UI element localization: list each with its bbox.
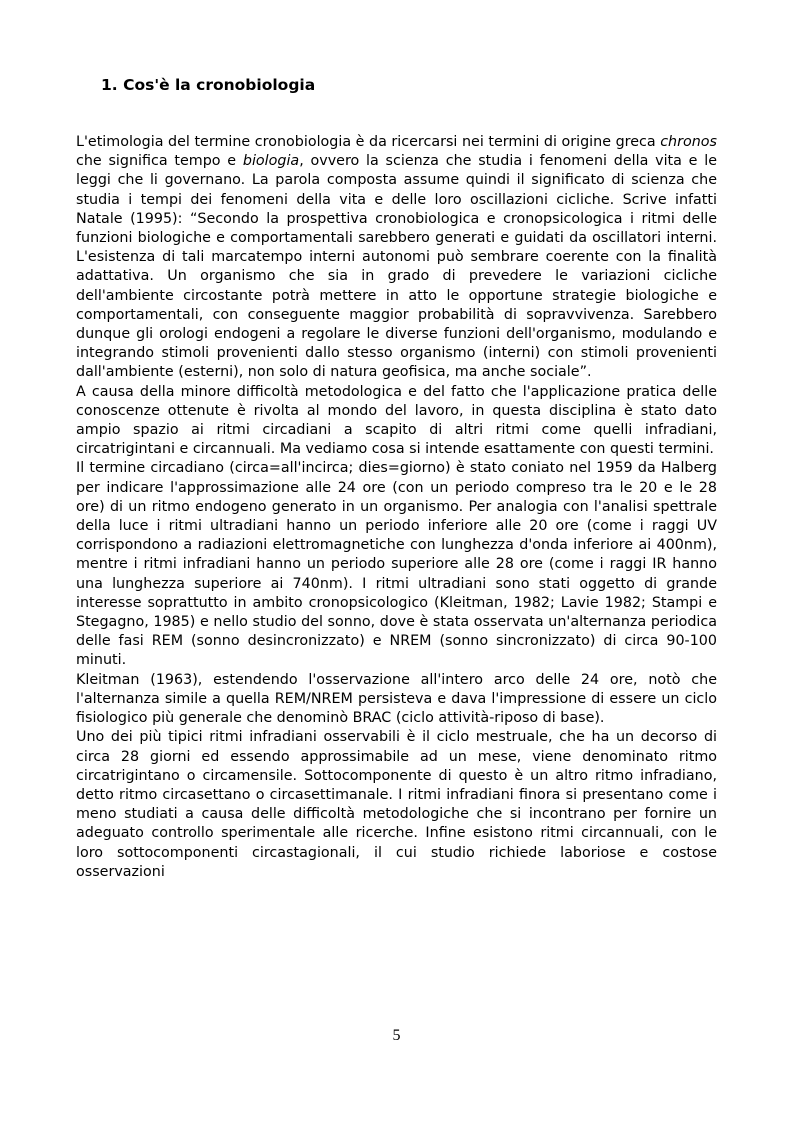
paragraph-methodology: A causa della minore difficoltà metodologica e del fatto che l'applicazione pratica delle conoscenze ottenute è rivolta al mondo del lavoro, in questa disciplina è stato dato ampio spazio ai ritmi circadiani a scapito di altri ritmi come quelli infradiani, circatrigintani e circannuali. Ma vediamo cosa si intende esattamente con questi termini. bbox=[76, 383, 717, 458]
paragraph-circadian: Il termine circadiano (circa=all'incirca; dies=giorno) è stato coniato nel 1959 da Halberg per indicare l'approssimazione alle 24 ore (con un periodo compreso tra le 20 e le 28 ore) di un ritmo endogeno generato in un organismo. Per analogia con l'analisi spettrale della luce i ritmi ultradiani hanno un periodo inferiore alle 20 ore (come i raggi UV corrispondono a radiazioni elettromagnetiche con lunghezza d'onda inferiore ai 400nm), mentre i ritmi infradiani hanno un periodo superiore alle 28 ore (come i raggi IR hanno una lunghezza superiore ai 740nm). I ritmi ultradiani sono stati oggetto di grande interesse soprattutto in ambito cronopsicologico (Kleitman, 1982; Lavie 1982; Stampi e Stegagno, 1985) e nello studio del sonno, dove è stata osservata un'alternanza periodica delle fasi REM (sonno desincronizzato) e NREM (sonno sincronizzato) di circa 90-100 minuti. bbox=[76, 460, 717, 669]
section-heading: 1. Cos'è la cronobiologia bbox=[101, 76, 316, 94]
italic-term-chronos: chronos bbox=[660, 134, 717, 150]
text-run: che significa tempo e bbox=[76, 153, 243, 170]
italic-term-biologia: biologia bbox=[242, 153, 300, 170]
text-run: , ovvero la scienza che studia i fenomeni della vita e le leggi che li governano. La parola composta assume quindi il significato di scienza che studia i tempi dei fenomeni della vita e delle loro oscillazioni cicliche. Scrive infatti Natale (1995): “Secondo la prospettiva cronobiologica e cronopsicologica i ritmi delle funzioni biologiche e comportamentali sarebbero generati e guidati da oscillatori interni. L'esistenza di tali marcatempo interni autonomi può sembrare coerente con la finalità adattativa. Un organismo che sia in grado di prevedere le variazioni cicliche dell'ambiente circostante potrà mettere in atto le opportune strategie biologiche e comportamentali, con conseguente maggior probabilità di sopravvivenza. Sarebbero dunque gli orologi endogeni a regolare le diverse funzioni dell'organismo, modulando e integrando stimoli provenienti dallo stesso organismo (interni) con stimoli provenienti dall'ambiente (esterni), non solo di natura geofisica, ma anche sociale”. bbox=[76, 153, 717, 381]
paragraph-etymology bbox=[76, 133, 717, 383]
paragraph-infradian: Uno dei più tipici ritmi infradiani osservabili è il ciclo mestruale, che ha un decorso di circa 28 giorni ed essendo approssimabile ad un mese, viene denominato ritmo circatrigintano o circamensile. Sottocomponente di questo è un altro ritmo infradiano, detto ritmo circasettano o circasettimanale. I ritmi infradiani finora si presentano come i meno studiati a causa delle difficoltà metodologiche che si incontrano per fornire un adeguato controllo sperimentale alle ricerche. Infine esistono ritmi circannuali, con le loro sottocomponenti circastagionali, il cui studio richiede laboriose e costose osservazioni bbox=[76, 729, 717, 880]
paragraph-kleitman: Kleitman (1963), estendendo l'osservazione all'intero arco delle 24 ore, notò che l'alternanza simile a quella REM/NREM persisteva e dava l'impressione di essere un ciclo fisiologico più generale che denominò BRAC (ciclo attività-riposo di base). bbox=[76, 671, 717, 727]
page-number: 5 bbox=[392, 1027, 401, 1044]
body-text bbox=[76, 133, 717, 882]
text-run: L'etimologia del termine cronobiologia è da ricercarsi nei termini di origine greca bbox=[76, 134, 661, 150]
